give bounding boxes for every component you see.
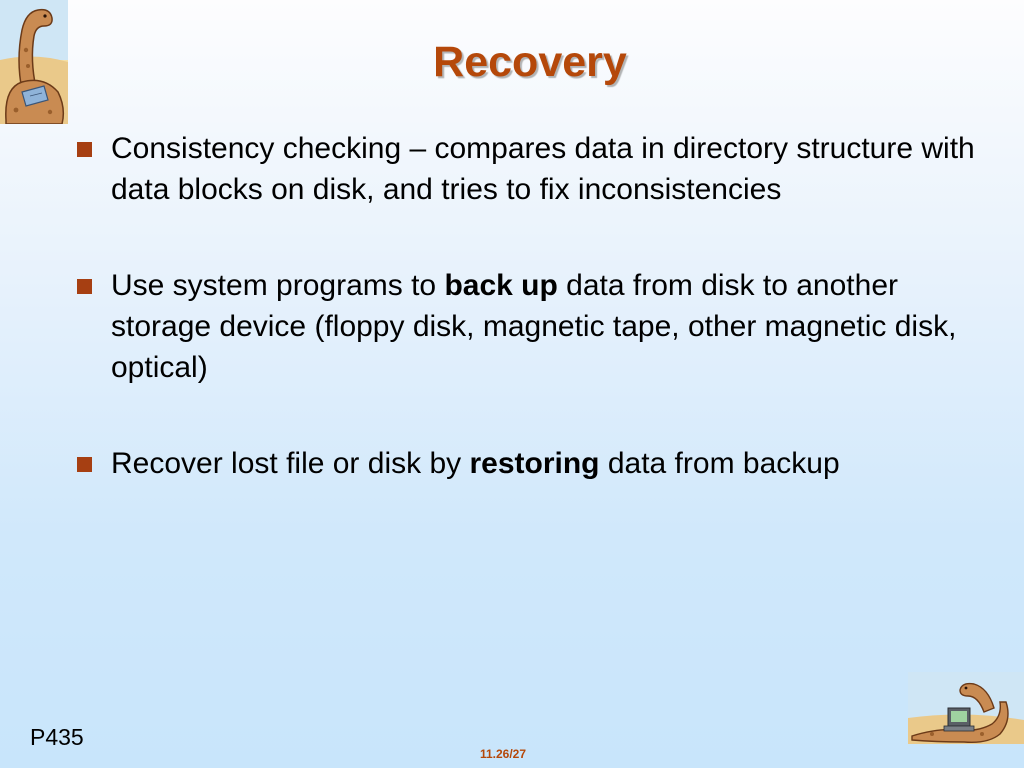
bullet-text-prefix: Recover lost file or disk by: [111, 447, 470, 480]
bullet-emphasis: restoring: [469, 447, 600, 480]
bullet-square-icon: [77, 279, 92, 294]
bullet-back-up: [74, 265, 994, 388]
bullet-restoring: [74, 443, 994, 484]
bullet-square-icon: [77, 457, 92, 472]
bullet-emphasis: back up: [444, 269, 558, 302]
bullet-text-prefix: Use system programs to: [111, 269, 445, 302]
bullet-square-icon: [77, 142, 92, 157]
bullet-text-suffix: data from disk to another storage device (floppy disk, magnetic tape, other magnetic disk, optical): [111, 269, 957, 384]
bullet-text: Consistency checking – compares data in directory structure with data blocks on disk, and tries to fix inconsistencies: [111, 132, 975, 206]
bullet-consistency-checking: [74, 128, 994, 210]
dinosaur-computer-icon: [908, 672, 1024, 744]
page-reference: P435: [30, 724, 84, 750]
bullet-text-suffix: data from backup: [599, 447, 840, 480]
slide-number: 11.26/27: [479, 747, 527, 761]
slide-title: Recovery: [433, 38, 627, 86]
bullet-list: [74, 128, 994, 484]
